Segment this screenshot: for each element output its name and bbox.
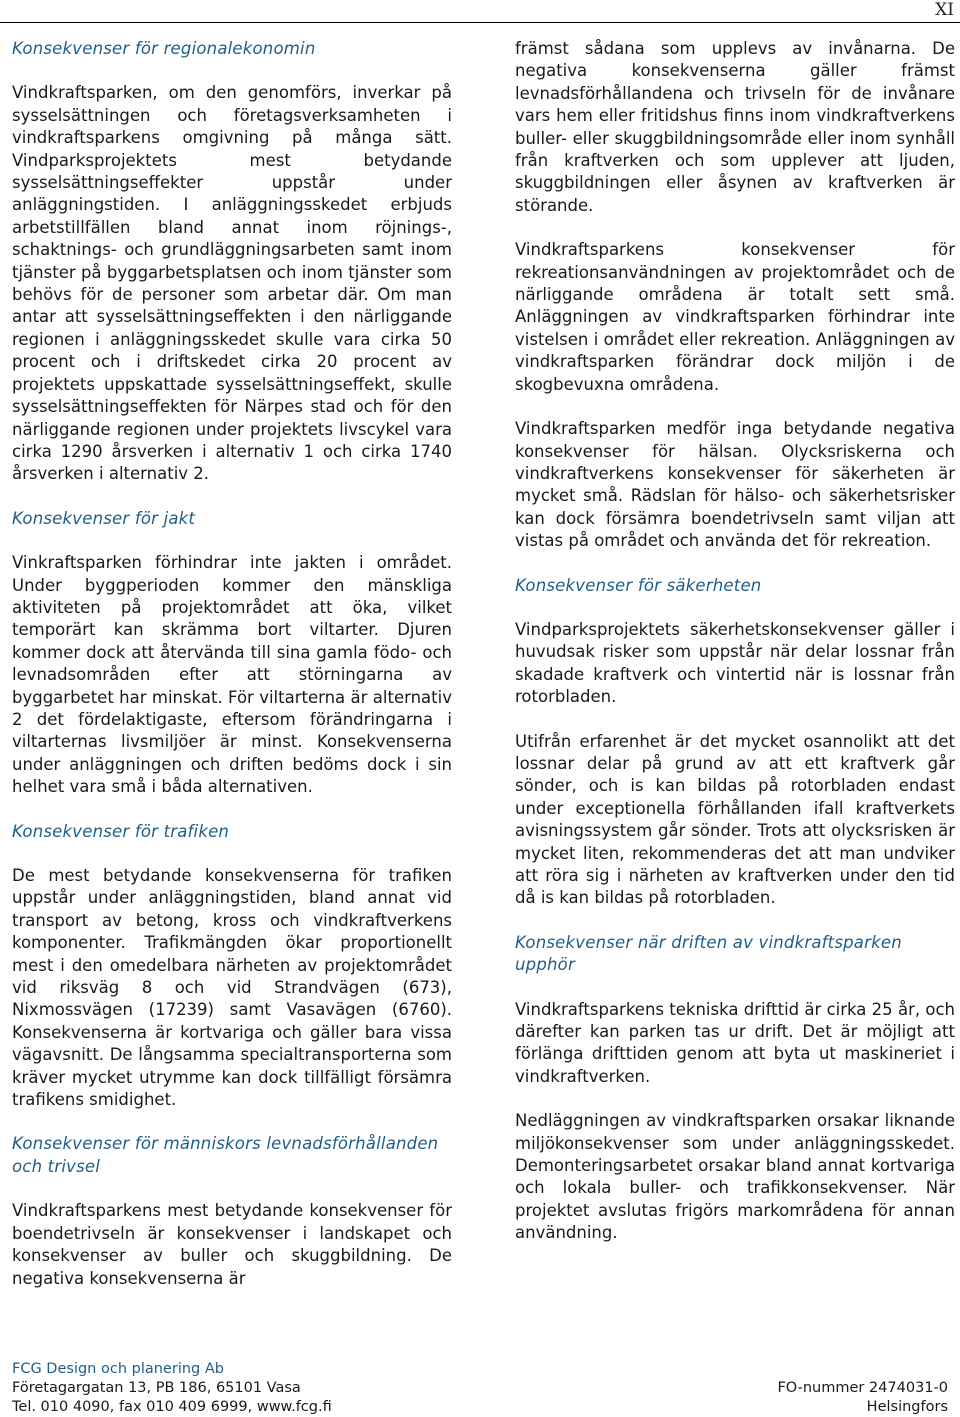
right-column [515, 38, 955, 1267]
footer-company: FCG Design och planering Ab [12, 1361, 224, 1377]
section-living-conditions-continued [515, 38, 955, 553]
paragraph: främst sådana som upplevs av invånarna. De negativa konsekvenserna gäller främst levnadsförhållandena och trivseln för de invånare vars hem eller fritidshus finns inom vindkraftverkens buller- eller skuggbildningsområde eller inom synhåll från kraftverken och som upplever att ljuden, skuggbildningen eller åsynen av kraftverken är störande. [515, 39, 955, 215]
section-safety [515, 575, 955, 910]
footer-address: Företagargatan 13, PB 186, 65101 Vasa [12, 1380, 301, 1396]
left-column [12, 38, 452, 1312]
paragraph: Vindparksprojektets säkerhetskonsekvenser gäller i huvudsak risker som uppstår när delar lossnar från skadade kraftverk och vintertid när is lossnar från rotorbladen. [515, 619, 955, 707]
page-footer [12, 1360, 948, 1417]
paragraph: Utifrån erfarenhet är det mycket osannolikt att det lossnar delar på grund av att ett kraftverk går sönder, och is kan bildas på rotorbladen endast under exceptionella förhållanden ifall kraftverkets avisningssystem går sönder. Trots att olycksrisken är mycket liten, rekommenderas det att man undviker att röra sig i närheten av kraftverken under den tid då is kan bildas på rotorbladen. [515, 731, 955, 908]
footer-city: Helsingfors [866, 1399, 948, 1415]
section-hunting [12, 508, 452, 799]
paragraph: Vinkraftsparken förhindrar inte jakten i området. Under byggperioden kommer den mänskliga aktiviteten på projektområdet att öka, vilket temporärt kan skrämma bort viltarter. Djuren kommer dock att återvända till sina gamla födo- och levnadsområden efter att störningarna av byggarbetet har minskat. För viltarterna är alternativ 2 det fördelaktigaste, eftersom förändringarna i viltarternas livsmiljöer är minst. Konsekvenserna under anläggningen och driften bedöms dock i sin helhet vara små i båda alternativen. [12, 553, 452, 797]
paragraph: De mest betydande konsekvenserna för trafiken uppstår under anläggningstiden, bland annat vid transport av betong, kross och vindkraftverkens komponenter. Trafikmängden ökar proportionellt mest i den omedelbara närheten av projektområdet vid riksväg 8 och vid Strandvägen (673), Nixmossvägen (17239) samt Vasavägen (6760). Konsekvenserna är kortvariga och gäller bara vissa vägavsnitt. De långsamma specialtransporterna som kräver mycket utrymme kan dock tillfälligt försämra trafikens smidighet. [12, 866, 452, 1110]
section-regional-economy [12, 38, 452, 486]
section-heading: Konsekvenser för trafiken [12, 821, 230, 841]
paragraph: Vindkraftsparken medför inga betydande negativa konsekvenser för hälsan. Olycksriskerna och vindkraftverkens konsekvenser för säkerheten är mycket små. Rädslan för hälso- och säkerhetsrisker kan dock försämra boendetrivseln samt viljan att vistas på området och använda det för rekreation. [515, 419, 955, 551]
page-number: XI [935, 0, 954, 20]
paragraph: Vindkraftsparkens mest betydande konsekvenser för boendetrivseln är konsekvenser i landskapet och konsekvenser av buller och skuggbildning. De negativa konsekvenserna är [12, 1201, 452, 1288]
section-heading: Konsekvenser för jakt [12, 508, 196, 528]
paragraph: Vindkraftsparken, om den genomförs, inverkar på sysselsättningen och företagsverksamheten i vindkraftsparkens omgivning på många sätt. Vindparksprojektets mest betydande sysselsättningseffekter uppstår under anläggningstiden. I anläggningsskedet erbjuds arbetstillfällen bland annat inom röjnings-, schaktnings- och grundläggningsarbeten samt inom tjänster på byggarbetsplatsen och inom tjänster som behövs för de personer som arbetar där. Om man antar att sysselsättningseffekten i den närliggande regionen i anläggningsskedet skulle vara cirka 50 procent och i driftskedet cirka 20 procent av projektets uppskattade sysselsättningseffekt, skulle sysselsättningseffekten för Närpes stad och för den närliggande regionen under projektets livscykel vara cirka 1290 årsverken i alternativ 1 och cirka 1740 årsverken i alternativ 2. [12, 83, 452, 484]
section-decommissioning [515, 932, 955, 1245]
section-heading: Konsekvenser för människors levnadsförhållanden och trivsel [12, 1134, 439, 1176]
paragraph: Vindkraftsparkens tekniska drifttid är cirka 25 år, och därefter kan parken tas ur drift. Det är möjligt att förlänga drifttiden genom att byta ut maskineriet i vindkraftverken. [515, 999, 955, 1086]
header-rule [0, 22, 960, 23]
footer-contact: Tel. 010 4090, fax 010 409 6999, www.fcg.fi [12, 1399, 332, 1415]
paragraph: Vindkraftsparkens konsekvenser för rekreationsanvändningen av projektområdet och de närliggande områdena är totalt sett små. Anläggningen av vindkraftsparken förhindrar inte vistelsen i området eller rekreation. Anläggningen av vindkraftsparken förändrar dock miljön i de skogbevuxna områdena. [515, 240, 955, 394]
footer-fo-number: FO-nummer 2474031-0 [777, 1380, 948, 1396]
paragraph: Nedläggningen av vindkraftsparken orsakar liknande miljökonsekvenser som under anläggningsskedet. Demonteringsarbetet orsakar bland annat kortvariga och lokala buller- och trafikkonsekvenser. När projektet avslutas frigörs markområdena för annan användning. [515, 1111, 955, 1243]
section-traffic [12, 821, 452, 1112]
section-living-conditions [12, 1133, 452, 1289]
footer-right [777, 1379, 948, 1417]
section-heading: Konsekvenser för säkerheten [515, 575, 762, 595]
section-heading: Konsekvenser när driften av vindkraftsparken upphör [515, 932, 902, 975]
section-heading: Konsekvenser för regionalekonomin [12, 39, 316, 58]
